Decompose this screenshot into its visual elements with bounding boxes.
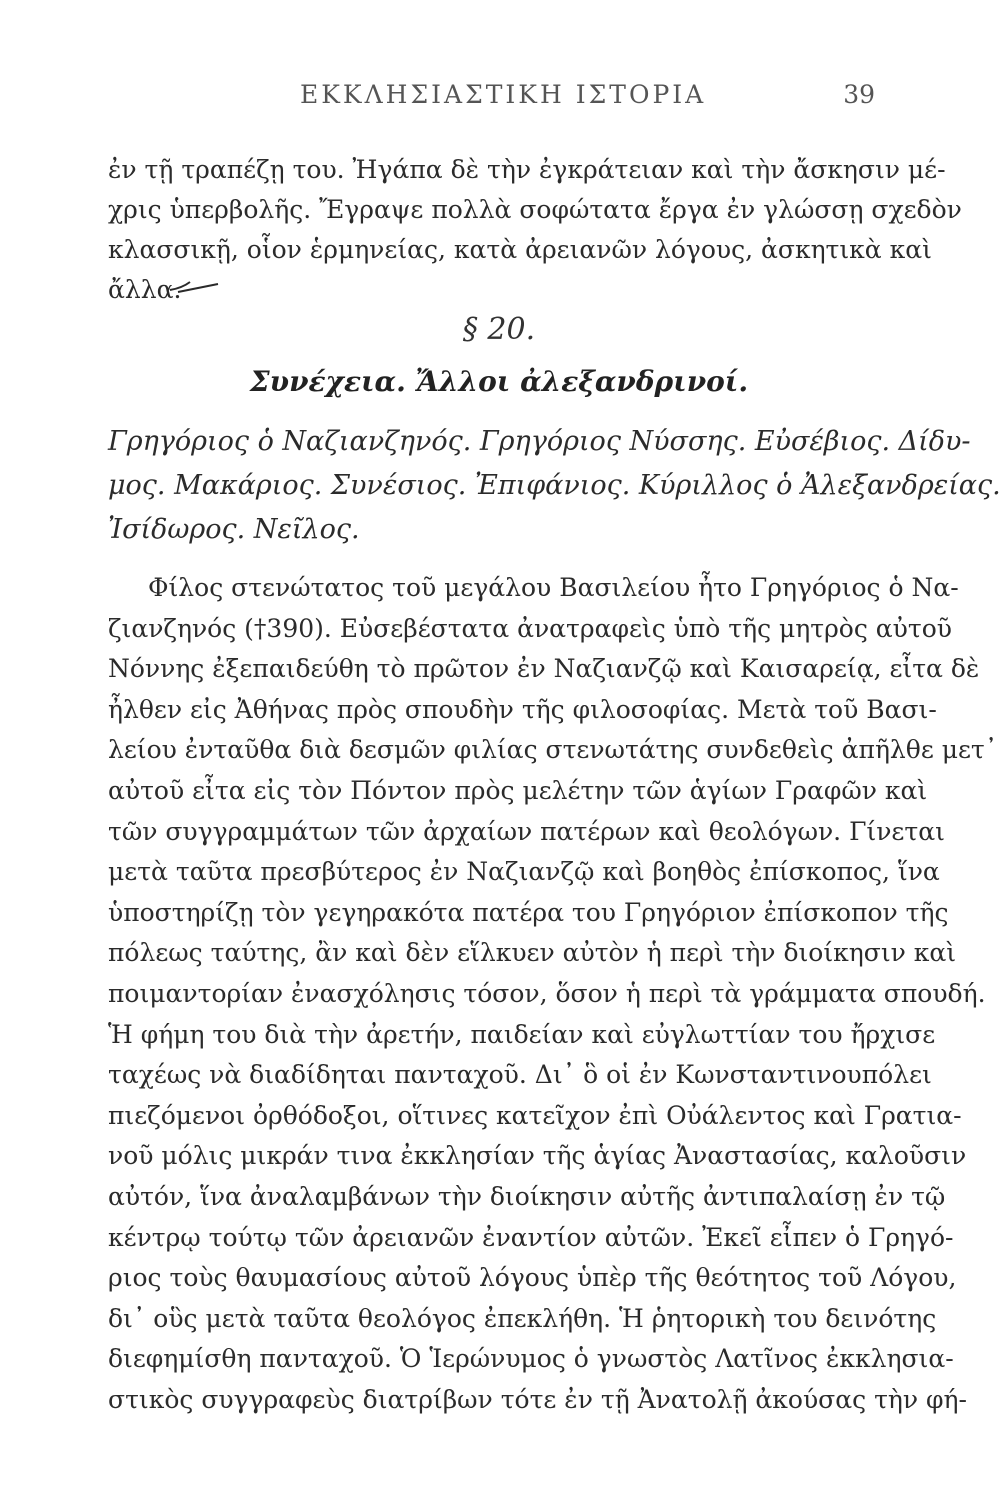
intro-paragraph <box>108 150 962 310</box>
text-line: ποιμαντορίαν ἐνασχόλησις τόσον, ὅσον ἡ περὶ τὰ γράμματα σπουδή. <box>108 978 986 1008</box>
text-line: ἄλλα. <box>108 275 182 304</box>
text-line: ἐν τῇ τραπέζῃ του. Ἠγάπα δὲ τὴν ἐγκράτειαν καὶ τὴν ἄσκησιν μέ- <box>108 155 946 184</box>
page-header <box>300 80 875 120</box>
text-line: κλασσικῇ, οἷον ἑρμηνείας, κατὰ ἀρειανῶν λόγους, ἀσκητικὰ καὶ <box>108 235 932 264</box>
text-line: ζιανζηνός (†390). Εὐσεβέστατα ἀνατραφεὶς ὑπὸ τῆς μητρὸς αὐτοῦ <box>108 613 952 643</box>
text-line: ταχέως νὰ διαδίδηται πανταχοῦ. Δι᾽ ὃ οἱ ἐν Κωνσταντινουπόλει <box>108 1060 932 1090</box>
section-title: Συνέχεια. Ἄλλοι ἀλεξανδρινοί. <box>249 365 749 398</box>
topic-line: Γρηγόριος ὁ Ναζιανζηνός. Γρηγόριος Νύσσης. Εὐσέβιος. Δίδυ- <box>108 426 971 457</box>
section-number: § 20. <box>462 312 536 347</box>
topic-line: μος. Μακάριος. Συνέσιος. Ἐπιφάνιος. Κύριλλος ὁ Ἀλεξανδρείας. <box>108 470 1001 501</box>
handwritten-stroke-mark <box>168 278 220 294</box>
text-line: ριος τοὺς θαυμασίους αὐτοῦ λόγους ὑπὲρ τῆς θεότητος τοῦ Λόγου, <box>108 1263 957 1293</box>
text-line: ὑποστηρίζῃ τὸν γεγηρακότα πατέρα του Γρηγόριον ἐπίσκοπον τῆς <box>108 897 949 927</box>
text-line: στικὸς συγγραφεὺς διατρίβων τότε ἐν τῇ Ἀνατολῇ ἀκούσας τὴν φή- <box>108 1384 967 1414</box>
text-line: Ἡ φήμη του διὰ τὴν ἀρετήν, παιδείαν καὶ εὐγλωττίαν του ἤρχισε <box>108 1019 936 1049</box>
text-line: Νόννης ἐξεπαιδεύθη τὸ πρῶτον ἐν Ναζιανζῷ καὶ Καισαρείᾳ, εἶτα δὲ <box>108 654 980 684</box>
text-line: χρις ὑπερβολῆς. Ἔγραψε πολλὰ σοφώτατα ἔργα ἐν γλώσσῃ σχεδὸν <box>108 195 962 224</box>
text-line: Φίλος στενώτατος τοῦ μεγάλου Βασιλείου ἦτο Γρηγόριος ὁ Να- <box>148 573 959 602</box>
section-topics <box>108 420 1001 552</box>
topic-line: Ἰσίδωρος. Νεῖλος. <box>108 514 360 545</box>
text-line: ἦλθεν εἰς Ἀθήνας πρὸς σπουδὴν τῆς φιλοσοφίας. Μετὰ τοῦ Βασι- <box>108 694 937 724</box>
text-line: λείου ἐνταῦθα διὰ δεσμῶν φιλίας στενωτάτης συνδεθεὶς ἀπῆλθε μετ᾽ <box>108 735 998 765</box>
text-line: δι᾽ οὓς μετὰ ταῦτα θεολόγος ἐπεκλήθη. Ἡ ῥητορικὴ του δεινότης <box>108 1303 937 1333</box>
running-title: ΕΚΚΛΗΣΙΑΣΤΙΚΗ ΙΣΤΟΡΙΑ <box>300 80 707 109</box>
text-line: τῶν συγγραμμάτων τῶν ἀρχαίων πατέρων καὶ θεολόγων. Γίνεται <box>108 816 945 846</box>
text-line: διεφημίσθη πανταχοῦ. Ὁ Ἱερώνυμος ὁ γνωστὸς Λατῖνος ἐκκλησια- <box>108 1344 954 1374</box>
text-line: μετὰ ταῦτα πρεσβύτερος ἐν Ναζιανζῷ καὶ βοηθὸς ἐπίσκοπος, ἵνα <box>108 857 940 887</box>
body-paragraph <box>108 568 998 1420</box>
text-line: πιεζόμενοι ὀρθόδοξοι, οἵτινες κατεῖχον ἐπὶ Οὐάλεντος καὶ Γρατια- <box>108 1100 962 1130</box>
text-line: κέντρῳ τούτῳ τῶν ἀρειανῶν ἐναντίον αὐτῶν. Ἐκεῖ εἶπεν ὁ Γρηγό- <box>108 1222 954 1252</box>
text-line: αὐτόν, ἵνα ἀναλαμβάνων τὴν διοίκησιν αὐτῆς ἀντιπαλαίσῃ ἐν τῷ <box>108 1181 946 1211</box>
text-line: νοῦ μόλις μικράν τινα ἐκκλησίαν τῆς ἁγίας Ἀναστασίας, καλοῦσιν <box>108 1141 967 1171</box>
page-number: 39 <box>843 80 875 109</box>
text-line: πόλεως ταύτης, ἂν καὶ δὲν εἵλκυεν αὐτὸν ἡ περὶ τὴν διοίκησιν καὶ <box>108 938 957 968</box>
text-line: αὐτοῦ εἶτα εἰς τὸν Πόντον πρὸς μελέτην τῶν ἁγίων Γραφῶν καὶ <box>108 775 928 805</box>
